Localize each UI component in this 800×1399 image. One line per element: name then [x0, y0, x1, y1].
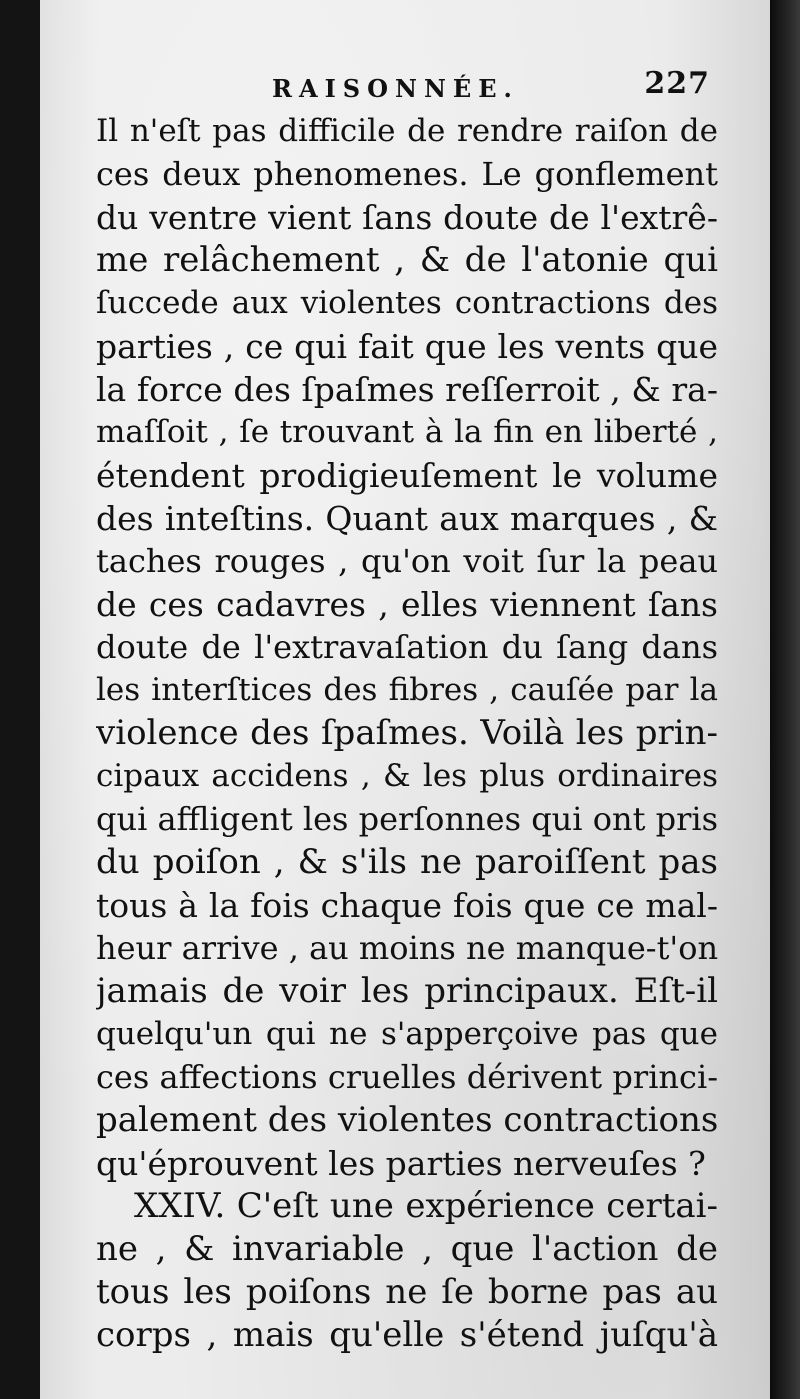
text-line: du poiſon , & s'ils ne paroiſſent pas: [96, 842, 718, 882]
text-line: ne , & invariable , que l'action de: [96, 1229, 718, 1269]
text-line: qui affligent les perſonnes qui ont pris: [96, 800, 718, 838]
text-line: cipaux accidens , & les plus ordinaires: [96, 758, 718, 794]
text-line: jamais de voir les principaux. Eſt-il: [96, 971, 718, 1011]
text-line: palement des violentes contractions: [96, 1100, 718, 1140]
body-text: [96, 110, 718, 1357]
section-start-line: XXIV. C'eſt une expérience certai-: [134, 1186, 718, 1226]
text-line: Il n'eſt pas difficile de rendre raiſon de: [96, 113, 718, 149]
text-line: parties , ce qui fait que les vents que: [96, 327, 718, 366]
page-number: 227: [644, 66, 710, 101]
text-line: heur arrive , au moins ne manque-t'on: [96, 929, 718, 967]
text-line: taches rouges , qu'on voit ſur la peau: [96, 542, 718, 580]
text-line: tous les poiſons ne ſe borne pas au: [96, 1272, 718, 1312]
text-line: la force des ſpaſmes reſſerroit , & ra-: [96, 370, 718, 409]
page-edge-shadow: [770, 0, 800, 1399]
text-line: du ventre vient ſans doute de l'extrê-: [96, 198, 718, 237]
text-line: corps , mais qu'elle s'étend juſqu'à: [96, 1315, 718, 1355]
text-line: tous à la fois chaque fois que ce mal-: [96, 886, 718, 925]
text-line: me relâchement , & de l'atonie qui: [96, 240, 718, 280]
text-line: quelqu'un qui ne s'apperçoive pas que: [96, 1016, 718, 1052]
text-line: maſſoit , ſe trouvant à la fin en liberté ,: [96, 414, 718, 450]
text-line: de ces cadavres , elles viennent ſans: [96, 585, 718, 624]
running-head-title: RAISONNÉE.: [272, 74, 519, 103]
text-line: les interſtices des fibres , cauſée par la: [96, 672, 718, 708]
text-line: étendent prodigieuſement le volume: [96, 456, 718, 495]
text-line: ces deux phenomenes. Le gonflement: [96, 155, 718, 193]
text-line: doute de l'extravaſation du ſang dans: [96, 628, 718, 666]
text-line: qu'éprouvent les parties nerveuſes ?: [96, 1144, 706, 1183]
text-line: des inteſtins. Quant aux marques , &: [96, 499, 718, 538]
text-line: ſuccede aux violentes contractions des: [96, 285, 718, 321]
running-head: [60, 66, 710, 106]
text-line: ces affections cruelles dérivent princi-: [96, 1058, 718, 1096]
text-line: violence des ſpaſmes. Voilà les prin-: [96, 713, 718, 753]
